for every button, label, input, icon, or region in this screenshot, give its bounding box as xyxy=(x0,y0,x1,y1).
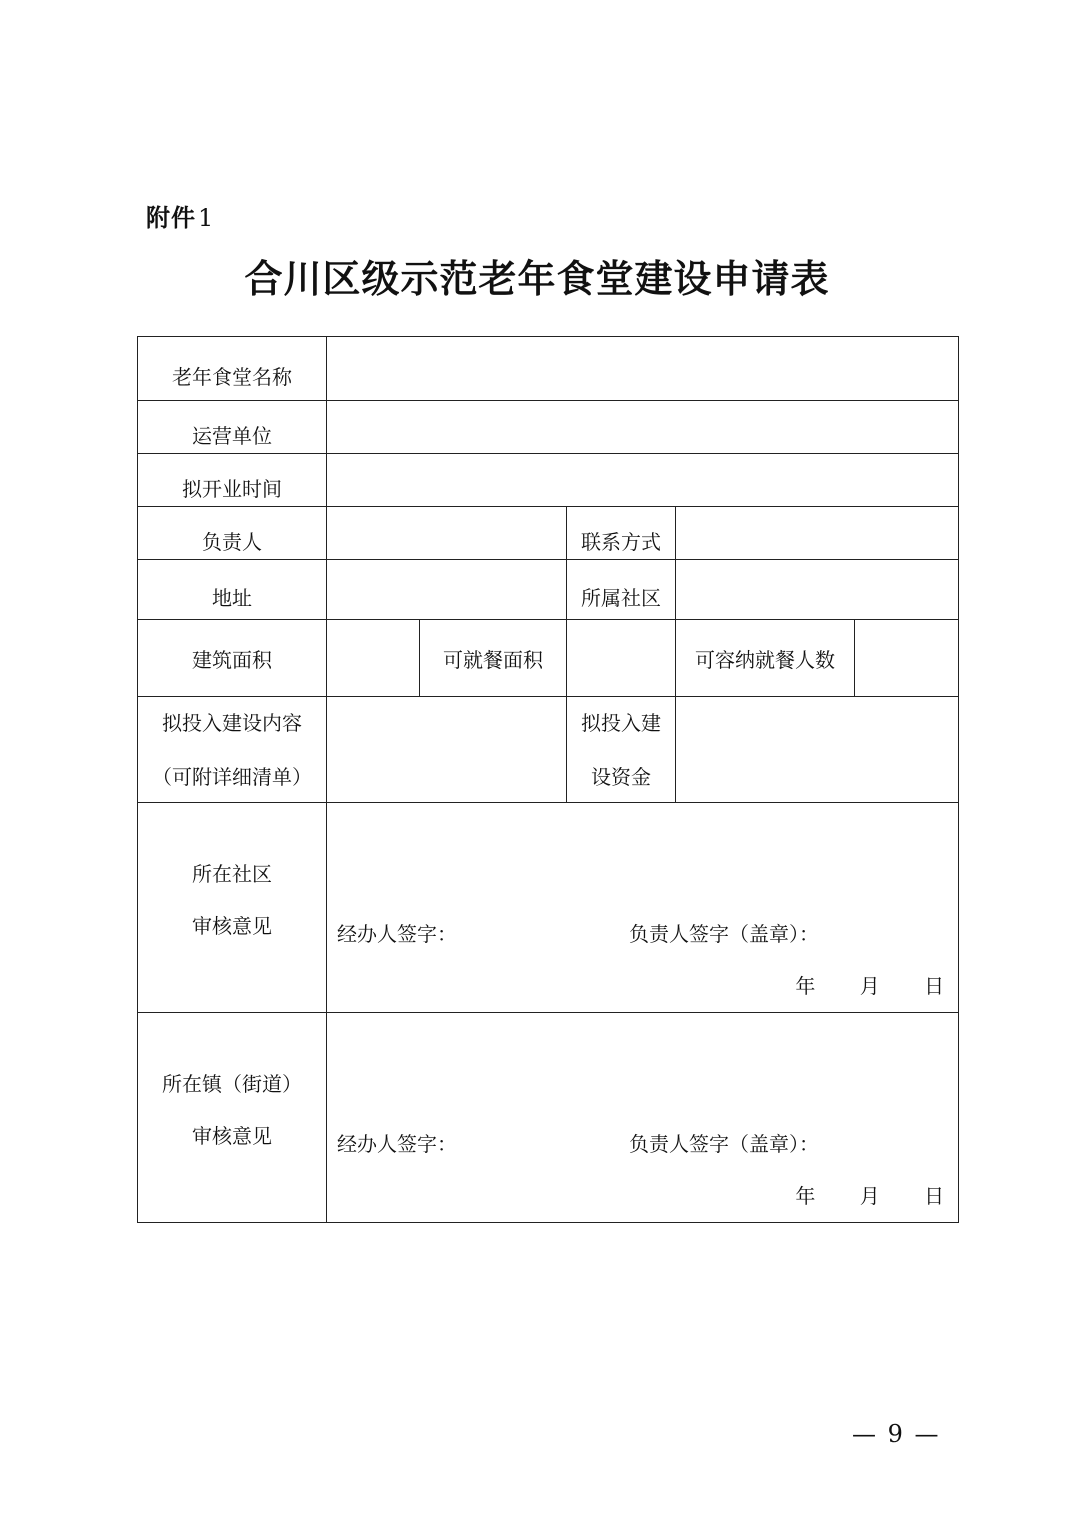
row-town-review xyxy=(138,1013,959,1223)
town-review-field[interactable] xyxy=(327,1013,959,1223)
community-review-label-line2: 审核意见 xyxy=(192,913,272,938)
row-areas xyxy=(138,620,959,697)
day-label: 日 xyxy=(924,1183,945,1208)
community-label: 所属社区 xyxy=(567,560,676,620)
capacity-field[interactable] xyxy=(855,620,959,697)
community-review-date xyxy=(757,970,944,999)
attachment-text: 附件 xyxy=(146,204,196,232)
community-head-signature-label: 负责人签字（盖章）： xyxy=(629,921,819,946)
person-in-charge-field[interactable] xyxy=(327,507,567,560)
community-review-field[interactable] xyxy=(327,803,959,1013)
contact-label: 联系方式 xyxy=(567,507,676,560)
community-review-label-line1: 所在社区 xyxy=(192,861,272,886)
town-handler-signature-label: 经办人签字： xyxy=(337,1131,457,1156)
address-label: 地址 xyxy=(138,560,327,620)
opening-time-field[interactable] xyxy=(327,454,959,507)
row-community-review xyxy=(138,803,959,1013)
community-handler-signature-label: 经办人签字： xyxy=(337,921,457,946)
town-review-date xyxy=(757,1180,944,1209)
investment-content-label xyxy=(138,697,327,803)
row-investment xyxy=(138,697,959,803)
page-number: — 9 — xyxy=(852,1420,941,1448)
row-operator xyxy=(138,401,959,454)
day-label: 日 xyxy=(924,973,945,998)
contact-field[interactable] xyxy=(676,507,959,560)
town-head-signature-label: 负责人签字（盖章）： xyxy=(629,1131,819,1156)
town-review-label-line2: 审核意见 xyxy=(192,1123,272,1148)
row-opening-time xyxy=(138,454,959,507)
opening-time-label: 拟开业时间 xyxy=(138,454,327,507)
investment-fund-label-line2: 设资金 xyxy=(591,764,651,789)
investment-fund-label-line1: 拟投入建 xyxy=(581,710,661,735)
canteen-name-field[interactable] xyxy=(327,337,959,401)
town-review-label-line1: 所在镇（街道） xyxy=(162,1071,302,1096)
attachment-number: 1 xyxy=(198,204,215,232)
application-form-table xyxy=(137,336,959,1223)
form-title: 合川区级示范老年食堂建设申请表 xyxy=(244,256,830,301)
investment-fund-field[interactable] xyxy=(676,697,959,803)
operator-field[interactable] xyxy=(327,401,959,454)
building-area-field[interactable] xyxy=(327,620,420,697)
investment-content-field[interactable] xyxy=(327,697,567,803)
dining-area-field[interactable] xyxy=(567,620,676,697)
building-area-label: 建筑面积 xyxy=(138,620,327,697)
town-review-label xyxy=(138,1013,327,1223)
dining-area-label: 可就餐面积 xyxy=(420,620,567,697)
row-address xyxy=(138,560,959,620)
investment-content-label-line2: （可附详细清单） xyxy=(152,764,312,789)
investment-fund-label xyxy=(567,697,676,803)
operator-label: 运营单位 xyxy=(138,401,327,454)
community-review-label xyxy=(138,803,327,1013)
community-field[interactable] xyxy=(676,560,959,620)
address-field[interactable] xyxy=(327,560,567,620)
attachment-label xyxy=(146,198,214,233)
month-label: 月 xyxy=(859,973,880,998)
month-label: 月 xyxy=(859,1183,880,1208)
capacity-label: 可容纳就餐人数 xyxy=(676,620,855,697)
investment-content-label-line1: 拟投入建设内容 xyxy=(162,710,302,735)
row-canteen-name xyxy=(138,337,959,401)
year-label: 年 xyxy=(795,1183,816,1208)
canteen-name-label: 老年食堂名称 xyxy=(138,337,327,401)
person-in-charge-label: 负责人 xyxy=(138,507,327,560)
year-label: 年 xyxy=(795,973,816,998)
row-person-in-charge xyxy=(138,507,959,560)
